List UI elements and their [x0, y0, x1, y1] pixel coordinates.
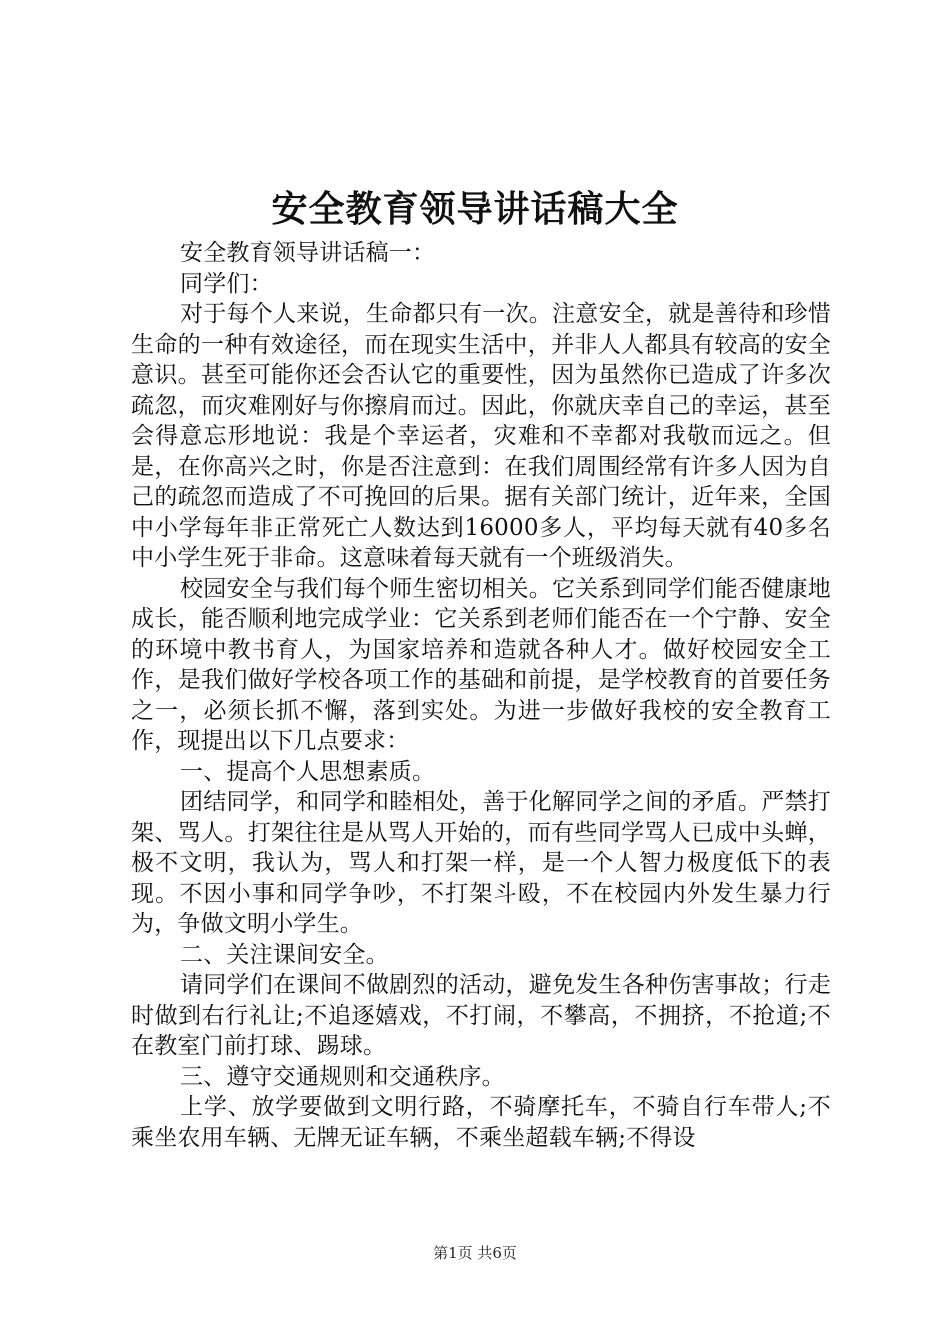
- page-footer: 第1页 共6页: [433, 1244, 517, 1262]
- paragraph-greeting: 同学们：: [180, 270, 273, 297]
- paragraph-unity: 团结同学，和同学和睦相处，善于化解同学之间的矛盾。严禁打架、骂人。打架往往是从骂人开始的，而有些同学骂人已成中头蝉，极不文明，我认为，骂人和打架一样，是一个人智力极度低下的表现。不因小事和同学争吵，不打架斗殴，不在校园内外发生暴力行为，争做文明小学生。: [131, 789, 831, 937]
- paragraph-heading-one: 安全教育领导讲话稿一：: [180, 240, 436, 266]
- document-body: [131, 238, 831, 1153]
- section-heading-1: 一、提高个人思想素质。: [180, 758, 436, 785]
- document-title: 安全教育领导讲话稿大全: [271, 188, 679, 230]
- paragraph-traffic: 上学、放学要做到文明行路，不骑摩托车，不骑自行车带人;不乘坐农用车辆、无牌无证车辆，不乘坐超载车辆;不得设: [131, 1094, 831, 1151]
- section-heading-2: 二、关注课间安全。: [180, 941, 389, 968]
- paragraph-life-safety: 对于每个人来说，生命都只有一次。注意安全，就是善待和珍惜生命的一种有效途径，而在现实生活中，并非人人都具有较高的安全意识。甚至可能你还会否认它的重要性，因为虽然你已造成了许多次疏忽，而灾难刚好与你擦肩而过。因此，你就庆幸自己的幸运，甚至会得意忘形地说：我是个幸运者，灾难和不幸都对我敬而远之。但是，在你高兴之时，你是否注意到：在我们周围经常有许多人因为自己的疏忽而造成了不可挽回的后果。据有关部门统计，近年来，全国中小学每年非正常死亡人数达到16000多人，平均每天就有40多名中小学生死于非命。这意味着每天就有一个班级消失。: [131, 301, 831, 571]
- paragraph-campus-safety: 校园安全与我们每个师生密切相关。它关系到同学们能否健康地成长，能否顺利地完成学业：它关系到老师们能否在一个宁静、安全的环境中教书育人，为国家培养和造就各种人才。做好校园安全工作，是我们做好学校各项工作的基础和前提，是学校教育的首要任务之一，必须长抓不懈，落到实处。为进一步做好我校的安全教育工作，现提出以下几点要求：: [131, 575, 831, 754]
- paragraph-break-safety: 请同学们在课间不做剧烈的活动，避免发生各种伤害事故；行走时做到右行礼让;不追逐嬉戏，不打闹，不攀高，不拥挤，不抢道;不在教室门前打球、踢球。: [131, 972, 831, 1059]
- section-heading-3: 三、遵守交通规则和交通秩序。: [180, 1063, 505, 1090]
